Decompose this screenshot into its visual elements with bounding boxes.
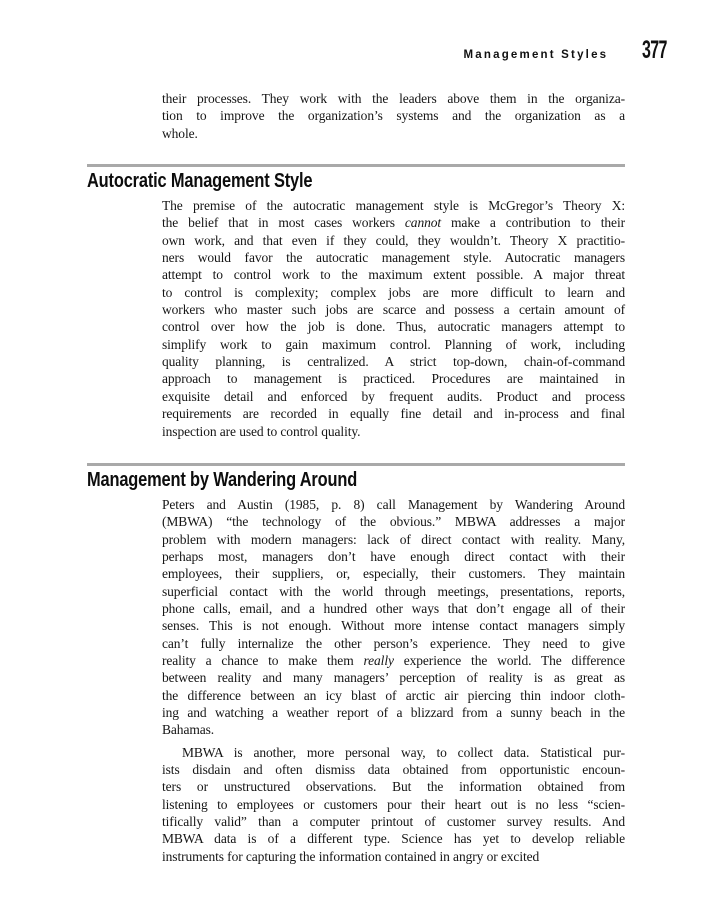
- text-line: tion to improve the organization’s systems and the organization as a: [162, 108, 625, 124]
- text-line: the belief that in most cases workers cannot make a contribution to their: [162, 215, 625, 231]
- text-line: approach to management is practiced. Procedures are maintained in: [162, 371, 625, 387]
- section-heading: Autocratic Management Style: [87, 169, 313, 193]
- text-line: (MBWA) “the technology of the obvious.” MBWA addresses a major: [162, 514, 625, 530]
- text-line: problem with modern managers: lack of direct contact with reality. Many,: [162, 531, 625, 547]
- running-title: Management Styles: [463, 49, 609, 61]
- section: [87, 463, 625, 865]
- text-line: ners would favor the autocratic management style. Autocratic managers: [162, 250, 625, 266]
- text-line: attempt to control work to the maximum extent possible. A major threat: [162, 267, 625, 283]
- text-line: whole.: [162, 125, 198, 141]
- text-line: employees, their suppliers, or, especially, their customers. They maintain: [162, 566, 625, 582]
- sections-container: [87, 164, 625, 865]
- paragraph: [162, 496, 625, 739]
- paragraph: [162, 744, 625, 865]
- text-line: requirements are recorded in equally fine detail and in-process and final: [162, 406, 625, 422]
- text-line: senses. This is not enough. Without more intense contact managers simply: [162, 618, 625, 634]
- section: [87, 164, 625, 440]
- text-line: The premise of the autocratic management style is McGregor’s Theory X:: [162, 198, 625, 214]
- text-line: Peters and Austin (1985, p. 8) call Management by Wandering Around: [162, 496, 625, 512]
- text-line: exquisite detail and enforced by frequent audits. Product and process: [162, 388, 625, 404]
- text-line: Bahamas.: [162, 722, 215, 738]
- text-line: ters or unstructured observations. But the information obtained from: [162, 779, 625, 795]
- paragraph: [162, 197, 625, 440]
- section-rule: [87, 463, 625, 466]
- text-line: their processes. They work with the leaders above them in the organiza-: [162, 91, 625, 106]
- text-line: control over how the job is done. Thus, autocratic managers attempt to: [162, 319, 625, 335]
- text-line: can’t fully internalize the other person’s experience. They need to give: [162, 635, 625, 651]
- section-heading: Management by Wandering Around: [87, 467, 358, 491]
- text-line: simplify work to gain maximum control. Planning of work, including: [162, 336, 625, 352]
- text-line: listening to employees or customers pour their heart out is no less “scien-: [162, 796, 625, 812]
- text-line: instruments for capturing the information contained in angry or excited: [162, 848, 540, 864]
- page-header: [87, 36, 667, 65]
- text-line: phone calls, email, and a hundred other ways that don’t engage all of their: [162, 600, 625, 616]
- intro-paragraph: [162, 90, 625, 142]
- text-line: ing and watching a weather report of a blizzard from a sunny beach in the: [162, 704, 625, 720]
- text-line: tifically valid” than a computer printout of customer survey results. And: [162, 814, 625, 830]
- text-line: own work, and that even if they could, they wouldn’t. Theory X practitio-: [162, 232, 625, 248]
- text-line: MBWA data is of a different type. Science has yet to develop reliable: [162, 831, 625, 847]
- text-line: workers who master such jobs are scarce and possess a certain amount of: [162, 302, 625, 318]
- text-column: [87, 90, 625, 865]
- text-line: MBWA is another, more personal way, to collect data. Statistical pur-: [182, 744, 625, 760]
- text-line: the difference between an icy blast of arctic air piercing thin indoor cloth-: [162, 687, 625, 703]
- page-number: 377: [642, 36, 667, 64]
- text-line: superficial contact with the world through meetings, presentations, reports,: [162, 583, 625, 599]
- text-line: inspection are used to control quality.: [162, 423, 361, 439]
- text-line: reality a chance to make them really experience the world. The difference: [162, 652, 626, 668]
- text-line: ists disdain and often dismiss data obtained from opportunistic encoun-: [162, 762, 625, 777]
- text-line: between reality and many managers’ perception of reality is as great as: [162, 670, 625, 686]
- text-line: perhaps most, managers don’t have enough direct contact with their: [162, 548, 625, 564]
- section-rule: [87, 164, 625, 167]
- text-line: to control is complexity; complex jobs are more difficult to learn and: [162, 284, 625, 300]
- text-line: quality planning, is centralized. A strict top-down, chain-of-command: [162, 354, 625, 370]
